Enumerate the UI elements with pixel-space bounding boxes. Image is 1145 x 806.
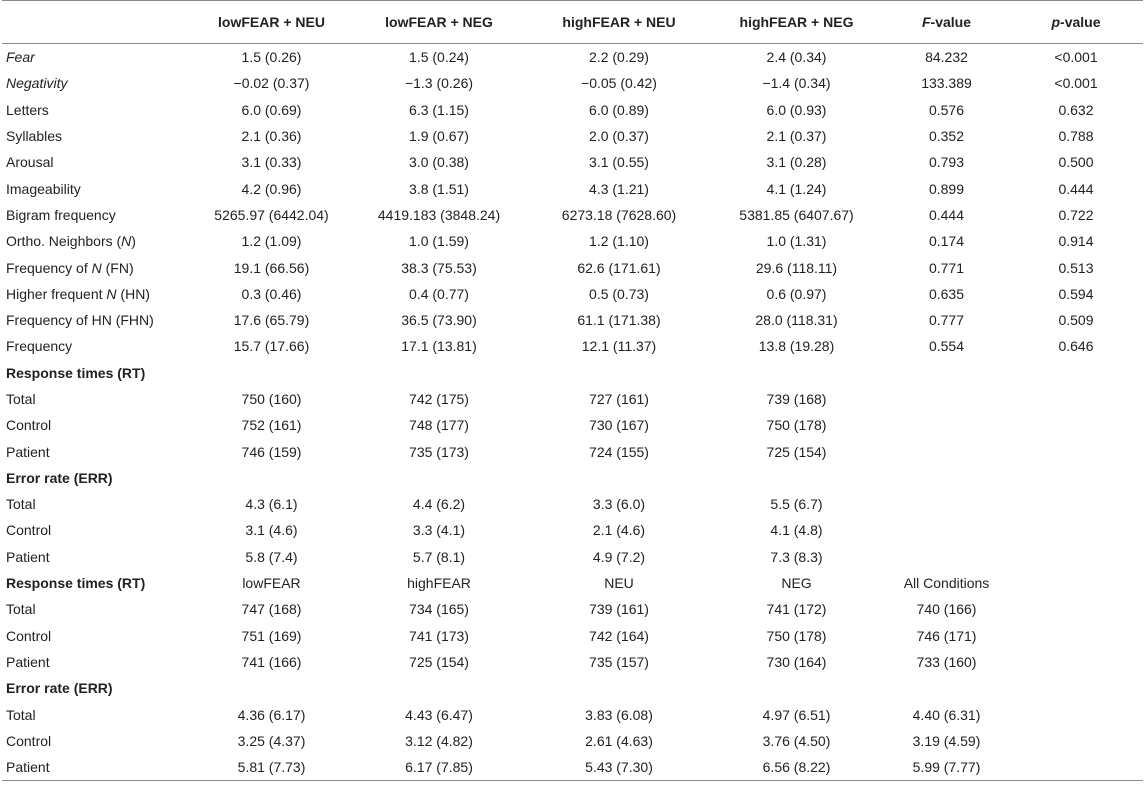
table-cell <box>1009 701 1143 727</box>
stimulus-table <box>2 0 1143 781</box>
table-row <box>2 386 1143 412</box>
table-cell <box>1009 675 1143 701</box>
table-row <box>2 623 1143 649</box>
row-label: Control <box>6 417 52 434</box>
table-cell: 0.174 <box>928 233 965 250</box>
table-cell <box>709 360 884 386</box>
table-cell: 746 (159) <box>241 443 302 460</box>
table-cell: All Conditions <box>903 575 990 592</box>
table-cell: 7.3 (8.3) <box>770 548 823 565</box>
table-row <box>2 728 1143 754</box>
table-cell: 3.19 (4.59) <box>912 732 981 749</box>
table-cell: 2.0 (0.37) <box>589 128 649 145</box>
table-cell: 4.2 (0.96) <box>241 180 302 197</box>
table-cell: 0.444 <box>1058 180 1094 197</box>
table-cell: 741 (173) <box>409 627 469 644</box>
table-cell <box>884 544 1009 570</box>
table-row <box>2 175 1143 201</box>
table-cell: 4.3 (1.21) <box>589 180 649 197</box>
table-cell: 751 (169) <box>241 627 302 644</box>
row-label: Negativity <box>6 75 68 92</box>
table-cell: 725 (154) <box>409 653 469 670</box>
table-cell: 1.5 (0.24) <box>409 49 469 66</box>
table-cell <box>709 465 884 491</box>
table-cell: 4.1 (4.8) <box>770 522 823 539</box>
row-label: Control <box>6 627 52 644</box>
table-header <box>2 1 1143 44</box>
table-row <box>2 307 1143 333</box>
row-label: Ortho. Neighbors (N) <box>6 233 136 250</box>
table-cell: 0.594 <box>1058 285 1094 302</box>
table-cell: <0.001 <box>1054 75 1098 92</box>
section-row <box>2 360 1143 386</box>
table-cell <box>1009 596 1143 622</box>
table-row <box>2 281 1143 307</box>
table-cell: 4.4 (6.2) <box>412 496 466 513</box>
section-row <box>2 570 1143 596</box>
row-label: Control <box>6 522 52 539</box>
table-cell: 0.914 <box>1058 233 1094 250</box>
table-cell <box>1009 386 1143 412</box>
table-row <box>2 649 1143 675</box>
row-label: Frequency <box>6 338 73 355</box>
table-row <box>2 44 1143 71</box>
table-cell: 3.76 (4.50) <box>762 732 831 749</box>
table-cell: 5.7 (8.1) <box>412 548 466 565</box>
section-row <box>2 465 1143 491</box>
table-cell: 2.1 (0.37) <box>766 128 827 145</box>
table-cell: 4.9 (7.2) <box>592 548 646 565</box>
table-cell: 12.1 (11.37) <box>581 338 657 355</box>
table-cell: 0.632 <box>1058 101 1094 118</box>
table-cell <box>194 360 349 386</box>
table-cell: 739 (161) <box>589 601 649 618</box>
table-cell: 0.6 (0.97) <box>766 285 827 302</box>
table-cell: 28.0 (118.31) <box>755 312 838 329</box>
table-cell: 17.6 (65.79) <box>233 312 310 329</box>
table-cell <box>1009 754 1143 781</box>
table-cell <box>1009 649 1143 675</box>
table-cell: 38.3 (75.53) <box>401 259 477 276</box>
table-cell <box>1009 438 1143 464</box>
table-cell: 735 (157) <box>589 653 649 670</box>
table-cell <box>709 675 884 701</box>
table-cell: 5.81 (7.73) <box>237 759 306 776</box>
table-cell: <0.001 <box>1054 49 1098 66</box>
table-cell: 0.352 <box>928 128 965 145</box>
table-cell: 2.61 (4.63) <box>585 732 653 749</box>
row-label: Total <box>6 601 36 618</box>
row-label: Frequency of HN (FHN) <box>6 312 154 329</box>
table-row <box>2 754 1143 781</box>
table-cell: 2.4 (0.34) <box>766 49 827 66</box>
table-cell: 0.444 <box>928 206 965 223</box>
row-label: Higher frequent N (HN) <box>6 285 150 302</box>
table-cell: 5.43 (7.30) <box>585 759 653 776</box>
table-cell: 748 (177) <box>409 417 469 434</box>
table-cell: 0.788 <box>1058 128 1094 145</box>
table-cell: 133.389 <box>921 75 972 92</box>
table-cell <box>884 412 1009 438</box>
table-cell: 0.777 <box>928 312 965 329</box>
table-cell: 0.554 <box>928 338 965 355</box>
table-cell <box>884 517 1009 543</box>
table-row <box>2 412 1143 438</box>
table-cell: 3.0 (0.38) <box>409 154 469 171</box>
table-cell: 4.43 (6.47) <box>405 706 473 723</box>
table-cell: 6.17 (7.85) <box>405 759 473 776</box>
table-cell: 734 (165) <box>409 601 469 618</box>
table-cell <box>529 465 709 491</box>
table-cell: 6.0 (0.69) <box>241 101 302 118</box>
table-row <box>2 228 1143 254</box>
header-highfear-neu: highFEAR + NEU <box>562 14 676 30</box>
table-cell: 4.1 (1.24) <box>766 180 827 197</box>
table-cell: 6.0 (0.93) <box>766 101 827 118</box>
table-cell: 750 (160) <box>241 391 302 407</box>
table-cell <box>884 491 1009 517</box>
table-cell: 6.3 (1.15) <box>409 101 469 118</box>
table-cell: 0.722 <box>1058 206 1094 223</box>
table-cell: 4.97 (6.51) <box>762 706 831 723</box>
table-cell: 3.3 (4.1) <box>412 522 466 539</box>
table-cell: 740 (166) <box>916 601 977 618</box>
header-highfear-neg: highFEAR + NEG <box>739 14 854 30</box>
table-cell: 5265.97 (6442.04) <box>214 206 329 223</box>
table-cell: 3.1 (0.33) <box>241 154 302 171</box>
table-row <box>2 544 1143 570</box>
table-row <box>2 491 1143 517</box>
row-label: Frequency of N (FN) <box>6 259 134 276</box>
table-cell: 752 (161) <box>241 417 302 434</box>
table-cell: NEG <box>781 575 812 592</box>
table-cell: 0.500 <box>1058 154 1094 171</box>
table-cell: 1.2 (1.10) <box>589 233 649 250</box>
table-cell: 0.3 (0.46) <box>241 285 302 302</box>
header-blank <box>2 1 194 44</box>
row-label: Letters <box>6 101 49 118</box>
table-row <box>2 517 1143 543</box>
table-cell: 0.4 (0.77) <box>409 285 469 302</box>
table-cell <box>1009 570 1143 596</box>
table-cell <box>1009 728 1143 754</box>
table-cell <box>884 360 1009 386</box>
row-label: Total <box>6 391 36 407</box>
table-cell: 3.83 (6.08) <box>585 706 653 723</box>
table-cell <box>884 675 1009 701</box>
table-cell: 5.99 (7.77) <box>912 759 981 776</box>
table-cell: 750 (178) <box>766 627 827 644</box>
table-cell: 61.1 (171.38) <box>577 312 661 329</box>
table-cell: 0.576 <box>928 101 965 118</box>
table-row <box>2 97 1143 123</box>
table-cell: 4.40 (6.31) <box>912 706 981 723</box>
table-cell <box>529 360 709 386</box>
table-cell: 0.5 (0.73) <box>589 285 649 302</box>
table-cell: 741 (172) <box>766 601 827 618</box>
table-cell: 36.5 (73.90) <box>401 312 477 329</box>
row-label: Control <box>6 732 52 749</box>
table-cell: 0.635 <box>928 285 965 302</box>
table-cell: 0.509 <box>1058 312 1094 329</box>
table-cell <box>529 675 709 701</box>
table-cell: 727 (161) <box>589 391 649 407</box>
table-body <box>2 44 1143 781</box>
table-cell: 3.1 (0.55) <box>589 154 649 171</box>
table-cell <box>1009 412 1143 438</box>
table-row <box>2 596 1143 622</box>
table-cell: 725 (154) <box>766 443 827 460</box>
row-label: Imageability <box>6 180 81 197</box>
table-cell <box>884 386 1009 412</box>
table-cell: 1.5 (0.26) <box>241 49 302 66</box>
table-cell: 19.1 (66.56) <box>233 259 310 276</box>
table-cell: 4.36 (6.17) <box>237 706 306 723</box>
table-row <box>2 202 1143 228</box>
table-cell <box>349 360 529 386</box>
table-cell: 5381.85 (6407.67) <box>739 206 854 223</box>
row-label: Bigram frequency <box>6 206 116 223</box>
row-label: Error rate (ERR) <box>6 469 113 486</box>
table-cell: 742 (175) <box>409 391 469 407</box>
row-label: Fear <box>6 49 35 66</box>
table-cell: 0.646 <box>1058 338 1094 355</box>
table-cell <box>349 675 529 701</box>
table-cell: 724 (155) <box>589 443 649 460</box>
table-cell: 741 (166) <box>241 653 302 670</box>
table-row <box>2 438 1143 464</box>
row-label: Patient <box>6 759 50 776</box>
table-cell: 6273.18 (7628.60) <box>561 206 677 223</box>
table-cell <box>1009 465 1143 491</box>
row-label: Patient <box>6 653 50 670</box>
table-cell: −0.02 (0.37) <box>233 75 310 92</box>
table-cell: 0.793 <box>928 154 965 171</box>
table-cell: 742 (164) <box>589 627 649 644</box>
table-cell: 15.7 (17.66) <box>233 338 310 355</box>
table-cell <box>884 438 1009 464</box>
table-cell <box>194 465 349 491</box>
table-row <box>2 123 1143 149</box>
table-cell: 84.232 <box>925 49 968 66</box>
table-cell: 4419.183 (3848.24) <box>377 206 501 223</box>
row-label: Response times (RT) <box>6 575 146 592</box>
table-cell <box>194 675 349 701</box>
table-cell <box>1009 544 1143 570</box>
table-row <box>2 149 1143 175</box>
table-cell: 0.771 <box>928 259 965 276</box>
table-cell: −0.05 (0.42) <box>581 75 657 92</box>
table-cell: 3.12 (4.82) <box>405 732 473 749</box>
table-cell: 739 (168) <box>766 391 827 407</box>
table-cell: 29.6 (118.11) <box>755 259 838 276</box>
table-row <box>2 70 1143 96</box>
table-cell: 6.56 (8.22) <box>762 759 831 776</box>
table-cell: 62.6 (171.61) <box>577 259 661 276</box>
table-cell: 2.1 (0.36) <box>241 128 302 145</box>
table-cell <box>1009 623 1143 649</box>
header-f-value: F-value <box>921 14 972 30</box>
table-cell: 730 (167) <box>589 417 649 434</box>
table-cell: lowFEAR <box>242 575 301 592</box>
table-cell: 1.0 (1.31) <box>766 233 827 250</box>
table-cell: 730 (164) <box>766 653 827 670</box>
table-cell: 1.9 (0.67) <box>409 128 469 145</box>
table-row <box>2 333 1143 359</box>
table-cell: 733 (160) <box>916 653 977 670</box>
table-cell: 3.1 (4.6) <box>245 522 298 539</box>
table-cell: 1.2 (1.09) <box>241 233 302 250</box>
table-cell <box>1009 517 1143 543</box>
table-cell: 3.3 (6.0) <box>592 496 646 513</box>
table-cell: 3.25 (4.37) <box>237 732 306 749</box>
table-cell: 0.899 <box>928 180 965 197</box>
row-label: Total <box>6 496 36 513</box>
table-cell: −1.4 (0.34) <box>762 75 831 92</box>
table-cell <box>1009 360 1143 386</box>
table-cell: 4.3 (6.1) <box>245 496 298 513</box>
table-cell: 1.0 (1.59) <box>409 233 469 250</box>
table-cell: 17.1 (13.81) <box>401 338 477 355</box>
row-label: Error rate (ERR) <box>6 680 113 697</box>
table-cell: 6.0 (0.89) <box>589 101 649 118</box>
table-cell <box>1009 491 1143 517</box>
table-cell <box>349 465 529 491</box>
table-cell <box>884 465 1009 491</box>
table-cell: 750 (178) <box>766 417 827 434</box>
table-cell: 3.8 (1.51) <box>409 180 469 197</box>
table-cell: NEU <box>604 575 634 592</box>
table-cell: 0.513 <box>1058 259 1094 276</box>
table-cell: 2.2 (0.29) <box>589 49 649 66</box>
header-lowfear-neg: lowFEAR + NEG <box>385 14 493 30</box>
table-cell: 735 (173) <box>409 443 469 460</box>
section-row <box>2 675 1143 701</box>
header-lowfear-neu: lowFEAR + NEU <box>218 14 325 30</box>
table-cell: 13.8 (19.28) <box>758 338 835 355</box>
table-cell: 747 (168) <box>241 601 302 618</box>
table-row <box>2 701 1143 727</box>
header-p-value: p-value <box>1051 14 1101 30</box>
row-label: Total <box>6 706 36 723</box>
row-label: Syllables <box>6 128 63 145</box>
table-cell: 2.1 (4.6) <box>592 522 646 539</box>
table-cell: 5.8 (7.4) <box>245 548 298 565</box>
row-label: Patient <box>6 443 50 460</box>
row-label: Response times (RT) <box>6 364 146 381</box>
table-row <box>2 254 1143 280</box>
table-cell: −1.3 (0.26) <box>404 75 474 92</box>
header-row <box>2 1 1143 44</box>
row-label: Arousal <box>6 154 54 171</box>
table-cell: 5.5 (6.7) <box>770 496 823 513</box>
table-cell: highFEAR <box>407 575 471 592</box>
table-cell: 746 (171) <box>916 627 977 644</box>
table-cell: 3.1 (0.28) <box>766 154 827 171</box>
row-label: Patient <box>6 548 50 565</box>
